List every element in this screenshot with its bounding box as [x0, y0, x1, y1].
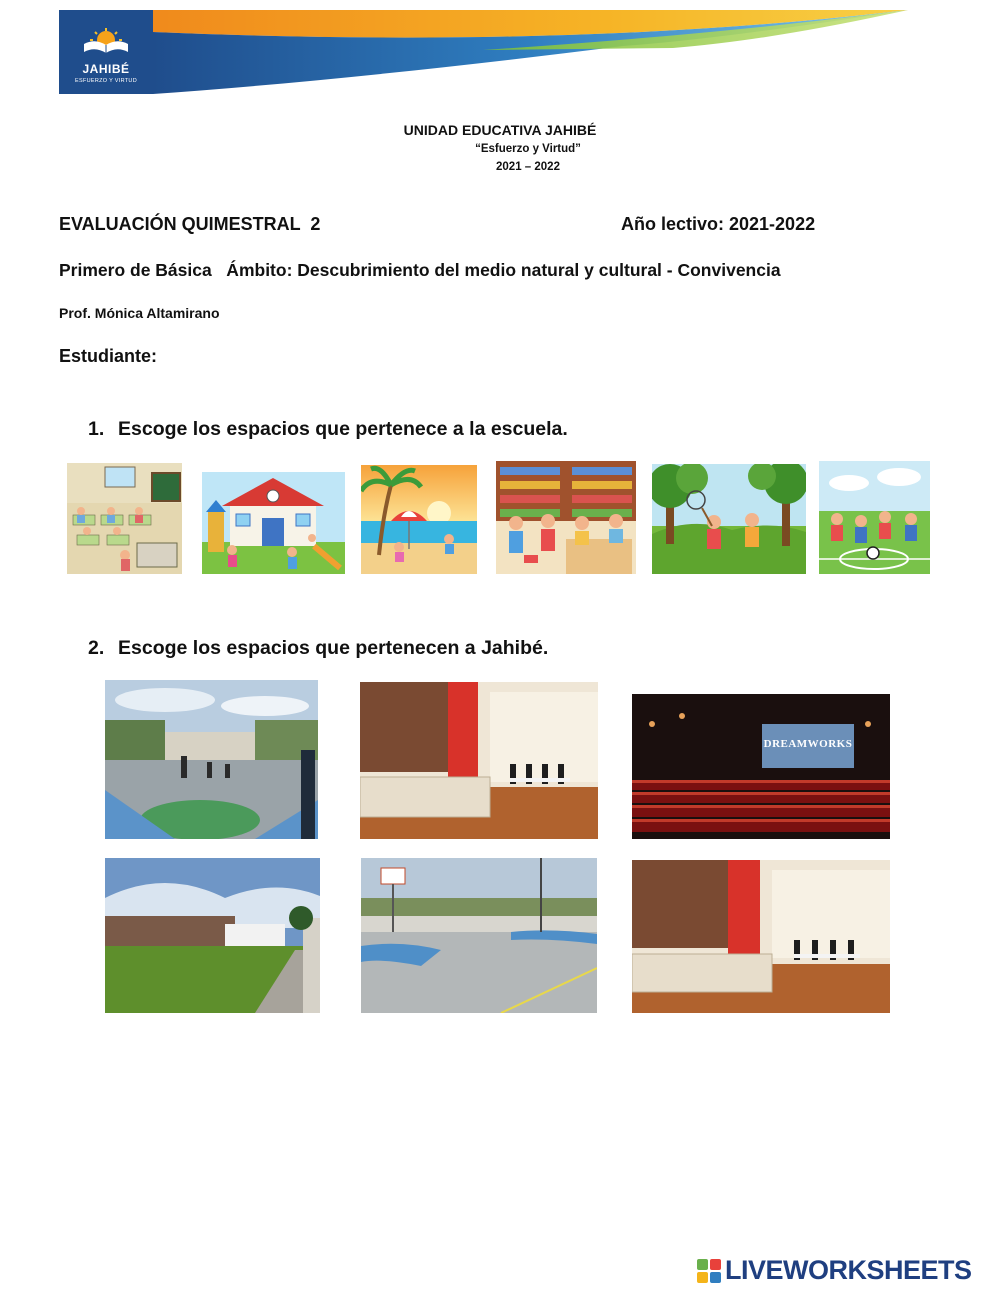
exam-title: EVALUACIÓN QUIMESTRAL 2: [59, 214, 321, 234]
option-school-building-image[interactable]: [202, 472, 345, 574]
option-green-field-photo[interactable]: [105, 858, 320, 1013]
option-park-image[interactable]: [652, 464, 806, 574]
option-basketball-court-photo[interactable]: [105, 680, 318, 839]
cinema-screen-text: DREAMWORKS: [763, 738, 853, 750]
option-library-image[interactable]: [496, 461, 636, 574]
option-living-room-photo-2[interactable]: [632, 860, 890, 1013]
school-years: 2021 – 2022: [496, 161, 560, 173]
book-sun-icon: [81, 28, 131, 54]
question-1-text: Escoge los espacios que pertenece a la escuela.: [118, 418, 568, 440]
option-beach-image[interactable]: [361, 465, 477, 574]
liveworksheets-mark-icon: [697, 1259, 721, 1283]
school-year-label: Año lectivo: 2021-2022: [621, 214, 816, 234]
option-soccer-field-image[interactable]: [819, 461, 930, 574]
school-logo: [59, 10, 153, 94]
school-motto: “Esfuerzo y Virtud”: [475, 143, 581, 155]
liveworksheets-logo: [697, 1255, 997, 1287]
option-cinema-photo[interactable]: [632, 694, 890, 839]
teacher-name: Prof. Mónica Altamirano: [59, 305, 220, 321]
header-banner: [153, 10, 908, 94]
option-empty-court-photo[interactable]: [361, 858, 597, 1013]
question-2: [88, 637, 548, 660]
liveworksheets-brand: LIVEWORKSHEETS: [725, 1255, 972, 1285]
student-label: Estudiante:: [59, 346, 158, 366]
question-1-number: 1.: [88, 418, 105, 440]
option-classroom-image[interactable]: [67, 463, 182, 574]
school-name: UNIDAD EDUCATIVA JAHIBÉ: [403, 122, 597, 138]
grade-line: Primero de Básica Ámbito: Descubrimiento del medio natural y cultural - Convivencia: [59, 260, 781, 280]
logo-name: JAHIBÉ: [82, 62, 130, 76]
option-living-room-photo-1[interactable]: [360, 682, 598, 839]
question-2-text: Escoge los espacios que pertenecen a Jahibé.: [118, 637, 549, 659]
question-1: [88, 418, 568, 441]
question-2-number: 2.: [88, 637, 105, 659]
logo-motto: ESFUERZO Y VIRTUD: [75, 78, 137, 84]
